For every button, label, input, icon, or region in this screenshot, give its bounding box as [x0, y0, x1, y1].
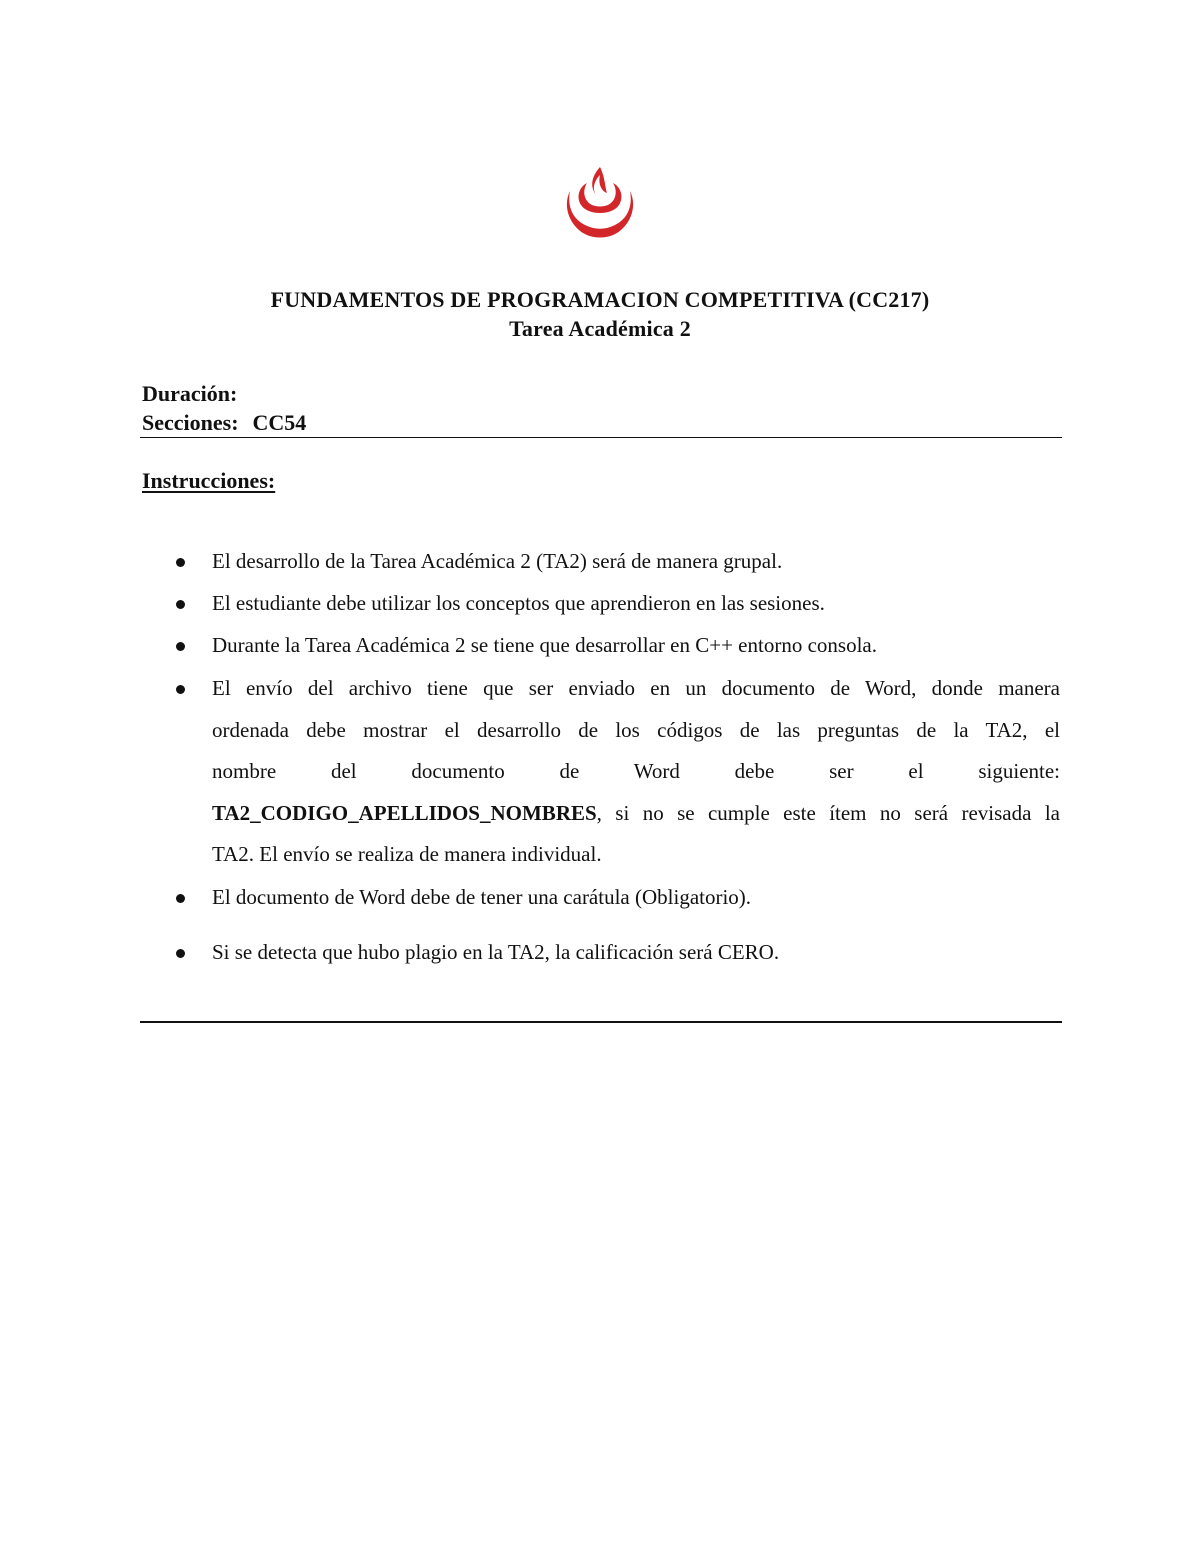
list-item	[212, 668, 1060, 876]
list-item-text: El desarrollo de la Tarea Académica 2 (TA2) será de manera grupal.	[212, 549, 783, 573]
footer-divider	[140, 1021, 1062, 1023]
list-item	[212, 877, 1060, 919]
list-item-text: Si se detecta que hubo plagio en la TA2, la calificación será CERO.	[212, 940, 780, 964]
bullet-icon	[176, 685, 185, 694]
assignment-title: Tarea Académica 2	[509, 316, 691, 341]
list-item-text: El estudiante debe utilizar los conceptos que aprendieron en las sesiones.	[212, 591, 825, 615]
list-item-line: nombre del documento de Word debe ser el siguiente:	[212, 759, 1060, 783]
list-item	[212, 541, 1060, 583]
bullet-icon	[176, 894, 185, 903]
list-item-line: El envío del archivo tiene que ser enviado en un documento de Word, donde manera	[212, 676, 1060, 700]
list-item-text: El documento de Word debe de tener una carátula (Obligatorio).	[212, 885, 752, 909]
list-item-line: ordenada debe mostrar el desarrollo de los códigos de las preguntas de la TA2, el	[212, 717, 1060, 742]
sections-label: Secciones:	[142, 410, 239, 435]
duration-label: Duración:	[142, 381, 238, 406]
bullet-icon	[176, 558, 185, 567]
duration-row	[142, 381, 251, 407]
bullet-icon	[176, 600, 185, 609]
list-item	[212, 583, 1060, 625]
instructions-heading: Instrucciones:	[142, 468, 276, 493]
list-item	[212, 932, 1060, 974]
sections-value: CC54	[252, 410, 307, 435]
header-divider	[140, 437, 1062, 438]
list-item-text: , si no se cumple este ítem no será revisada la	[596, 800, 1060, 825]
sections-row	[142, 410, 306, 436]
list-item-line	[212, 793, 1060, 835]
filename-format: TA2_CODIGO_APELLIDOS_NOMBRES	[212, 800, 597, 825]
course-title: FUNDAMENTOS DE PROGRAMACION COMPETITIVA (CC217)	[270, 287, 930, 312]
list-item-text: Durante la Tarea Académica 2 se tiene que desarrollar en C++ entorno consola.	[212, 633, 877, 657]
bullet-icon	[176, 949, 185, 958]
list-item	[212, 625, 1060, 667]
list-item-line: TA2. El envío se realiza de manera individual.	[212, 842, 602, 866]
flame-logo-icon	[561, 165, 639, 243]
bullet-icon	[176, 642, 185, 651]
